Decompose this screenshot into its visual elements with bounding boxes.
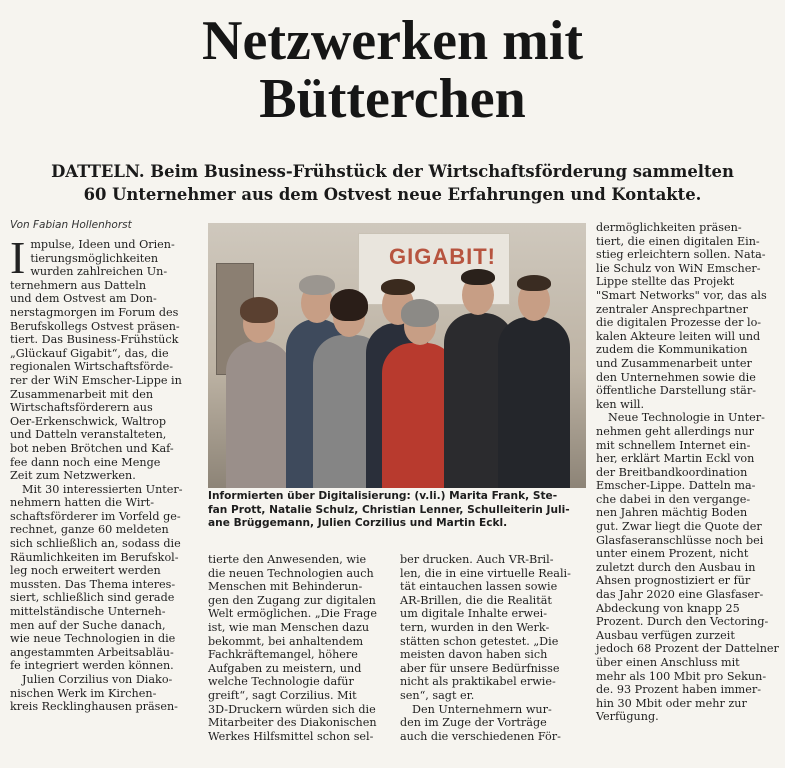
text-line: tät eintauchen lassen sowie (400, 580, 558, 594)
text-line: öffentliche Darstellung stär- (596, 384, 756, 398)
text-line: lie Schulz von WiN Emscher- (596, 261, 761, 275)
text-line: nen Jahren mächtig Boden (596, 506, 748, 520)
article-photo (208, 223, 586, 488)
text-line: 3D-Druckern würden sich die (208, 702, 376, 716)
text-line: stieg erleichtern sollen. Nata- (596, 248, 766, 262)
text-line: ber drucken. Auch VR-Bril- (400, 553, 554, 566)
text-line: Zeit zum Netzwerken. (10, 469, 136, 483)
text-line: Glasfaseranschlüsse noch bei (596, 533, 764, 547)
text-line: „Glückauf Gigabit“, das, die (10, 346, 169, 360)
caption-line: fan Prott, Natalie Schulz, Christian Lenner, Schulleiterin Juli- (208, 503, 570, 516)
text-line: ken will. (596, 397, 645, 411)
text-line: meisten davon haben sich (400, 648, 548, 662)
text-line: fee dann noch eine Menge (10, 455, 161, 469)
text-line: um digitale Inhalte erwei- (400, 607, 548, 621)
text-line: fe integriert werden können. (10, 659, 174, 673)
article-column-3 (400, 553, 586, 743)
text-line: len, die in eine virtuelle Reali- (400, 566, 571, 580)
text-line: Aufgaben zu meistern, und (208, 661, 362, 675)
text-line: nehmern hatten die Wirt- (10, 496, 155, 510)
text-line: Verfügung. (596, 710, 659, 724)
headline-line-1: Netzwerken mit (202, 10, 583, 72)
text-line: greift“, sagt Corzilius. Mit (208, 688, 357, 702)
text-line: auch die verschiedenen För- (400, 729, 561, 743)
text-line: Mitarbeiter des Diakonischen (208, 716, 377, 730)
text-line: Den Unternehmern wur- (412, 702, 552, 716)
text-line: regionalen Wirtschaftsförde- (10, 360, 174, 374)
text-line: kalen Akteure leiten will und (596, 329, 761, 343)
author-byline: Von Fabian Hollenhorst (10, 219, 132, 231)
text-line: ternehmern aus Datteln (10, 278, 147, 292)
text-line: Mit 30 interessierten Unter- (22, 482, 183, 496)
text-line: tierte den Anwesenden, wie (208, 553, 367, 566)
text-line: tiert. Das Business-Frühstück (10, 333, 179, 347)
column-4-text (596, 221, 780, 724)
subheading-line-2: 60 Unternehmer aus dem Ostvest neue Erfahrungen und Kontakte. (83, 185, 702, 204)
text-line: Ausbau verfügen zurzeit (596, 628, 735, 642)
text-line: das Jahr 2020 eine Glasfaser- (596, 588, 764, 602)
text-line: die digitalen Prozesse der lo- (596, 316, 762, 330)
text-line: AR-Brillen, die die Realität (400, 593, 552, 607)
headline-line-2: Bütterchen (259, 68, 526, 130)
column-2-text (208, 553, 388, 743)
text-line: Neue Technologie in Unter- (608, 411, 765, 425)
article-headline (20, 12, 765, 128)
text-line: der Breitbandkoordination (596, 465, 748, 479)
caption-line: Informierten über Digitalisierung: (v.li.) Marita Frank, Ste- (208, 490, 558, 502)
banner-text: GIGABIT! (389, 244, 496, 269)
text-line: den Unternehmen sowie die (596, 370, 756, 384)
text-line: mpulse, Ideen und Orien- (30, 238, 175, 251)
text-line: Berufskollegs Ostvest präsen- (10, 319, 180, 333)
text-line: schaftsförderer im Vorfeld ge- (10, 509, 181, 523)
text-line: tiert, die einen digitalen Ein- (596, 234, 760, 248)
column-3-text (400, 553, 586, 743)
text-line: gen den Zugang zur digitalen (208, 593, 376, 607)
text-line: hin 30 Mbit oder mehr zur (596, 696, 747, 710)
text-line: Prozent. Durch den Vectoring- (596, 615, 769, 629)
text-line: Räumlichkeiten im Berufskol- (10, 550, 179, 564)
text-line: her, erklärt Martin Eckl von (596, 452, 755, 466)
article-column-4 (596, 221, 780, 724)
text-line: bekommt, bei anhaltendem (208, 634, 364, 648)
text-line: Fachkräftemangel, höhere (208, 648, 358, 662)
text-line: Welt ermöglichen. „Die Frage (208, 607, 377, 621)
text-line: ist, wie man Menschen dazu (208, 620, 370, 634)
text-line: leg noch erweitert werden (10, 564, 161, 578)
text-line: den im Zuge der Vorträge (400, 716, 547, 730)
text-line: "Smart Networks" vor, das als (596, 288, 767, 302)
text-line: rer der WiN Emscher-Lippe in (10, 373, 182, 387)
text-line: Werkes Hilfsmittel schon sel- (208, 729, 374, 743)
text-line: Oer-Erkenschwick, Waltrop (10, 414, 167, 428)
text-line: nehmen geht allerdings nur (596, 424, 755, 438)
subheading-line-1: DATTELN. Beim Business-Frühstück der Wirtschaftsförderung sammelten (51, 162, 734, 181)
text-line: gut. Zwar liegt die Quote der (596, 520, 762, 534)
text-line: stätten schon getestet. „Die (400, 634, 559, 648)
text-line: mittelständische Unterneh- (10, 605, 166, 619)
text-line: tierungsmöglichkeiten (30, 251, 159, 265)
text-line: Julien Corzilius von Diako- (22, 673, 173, 686)
text-line: tern, wurden in den Werk- (400, 620, 550, 634)
text-line: angestammten Arbeitsabläu- (10, 645, 174, 659)
text-line: men auf der Suche danach, (10, 618, 166, 632)
photo-caption (208, 490, 588, 531)
text-line: sen“, sagt er. (400, 688, 475, 702)
text-line: mit schnellem Internet ein- (596, 438, 751, 452)
text-line: kreis Recklinghausen präsen- (10, 700, 178, 714)
drop-cap: I (10, 232, 26, 283)
text-line: und Datteln veranstalteten, (10, 428, 167, 442)
text-line: dermöglichkeiten präsen- (596, 221, 742, 234)
article-subheading (22, 160, 763, 206)
text-line: zuletzt durch den Ausbau in (596, 560, 756, 574)
text-line: zentraler Ansprechpartner (596, 302, 748, 316)
text-line: Menschen mit Behinderun- (208, 580, 363, 594)
text-line: de. 93 Prozent haben immer- (596, 683, 762, 697)
text-line: mehr als 100 Mbit pro Sekun- (596, 669, 767, 683)
text-line: siert, schließlich sind gerade (10, 591, 175, 605)
column-1-text (10, 232, 198, 714)
text-line: zudem die Kommunikation (596, 343, 748, 357)
text-line: bot neben Brötchen und Kaf- (10, 441, 174, 455)
text-line: aber für unsere Bedürfnisse (400, 661, 560, 675)
text-line: nicht als praktikabel erwie- (400, 675, 556, 689)
text-line: unter einem Prozent, nicht (596, 547, 749, 561)
text-line: Emscher-Lippe. Datteln ma- (596, 479, 756, 493)
text-line: Ahsen prognostiziert er für (596, 574, 751, 588)
text-line: jedoch 68 Prozent der Dattelner (596, 642, 779, 656)
text-line: über einen Anschluss mit (596, 656, 740, 669)
article-column-1 (10, 232, 198, 714)
text-line: wie neue Technologien in die (10, 632, 176, 646)
text-line: mussten. Das Thema interes- (10, 577, 176, 591)
text-line: Lippe stellte das Projekt (596, 275, 735, 289)
text-line: Abdeckung von knapp 25 (596, 601, 740, 615)
text-line: Zusammenarbeit mit den (10, 387, 154, 401)
text-line: che dabei in den vergange- (596, 492, 751, 506)
text-line: nerstagmorgen im Forum des (10, 305, 179, 319)
text-line: die neuen Technologien auch (208, 566, 374, 580)
text-line: nischen Werk im Kirchen- (10, 686, 157, 700)
text-line: rechnet, ganze 60 meldeten (10, 523, 169, 537)
text-line: und Zusammenarbeit unter (596, 356, 752, 370)
caption-line: ane Brüggemann, Julien Corzilius und Martin Eckl. (208, 517, 508, 530)
text-line: wurden zahlreichen Un- (30, 265, 168, 279)
text-line: welche Technologie dafür (208, 675, 354, 689)
text-line: und dem Ostvest am Don- (10, 292, 157, 306)
text-line: sich schließlich an, sodass die (10, 537, 181, 551)
article-column-2 (208, 553, 388, 743)
text-line: Wirtschaftsförderern aus (10, 401, 153, 415)
